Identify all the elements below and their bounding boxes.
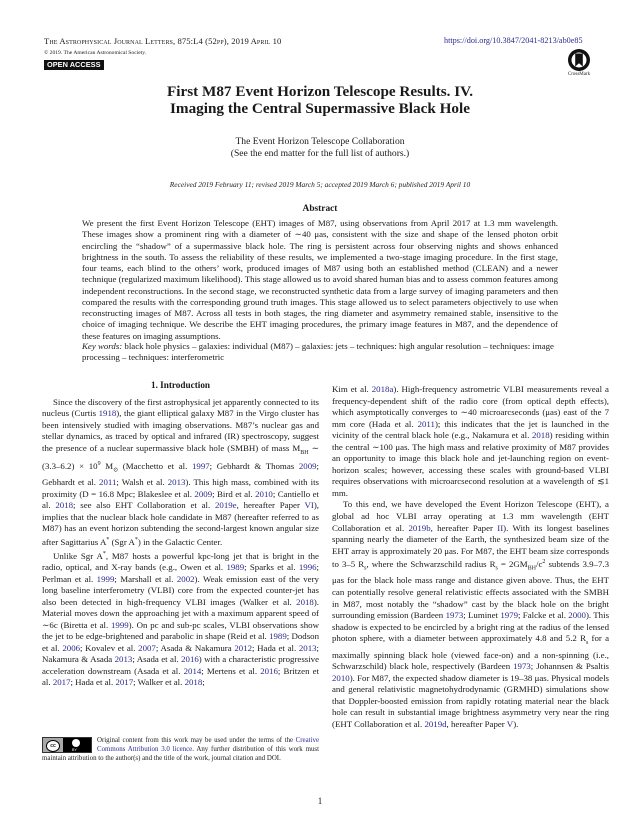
- text-run: ; Cantiello et al.: [42, 488, 320, 511]
- cc-by-badge[interactable]: [42, 737, 92, 753]
- subscript: BH: [300, 449, 309, 456]
- superscript: *: [106, 537, 110, 544]
- keywords: [82, 341, 558, 364]
- by-label: BY: [72, 748, 77, 752]
- journal-header: The Astrophysical Journal Letters, 875:L4 (52pp), 2019 April 10: [44, 36, 282, 46]
- text-run: , M87 hosts a powerful kpc-long jet that is bright in the radio, optical, and X-ray bands (e.g., Owen et al.: [42, 550, 319, 572]
- citation-link[interactable]: 2013: [114, 654, 133, 665]
- citation-link[interactable]: 2011: [417, 418, 435, 429]
- citation-link[interactable]: 1996: [298, 562, 317, 572]
- text-run: ; Mertens et al.: [201, 665, 261, 676]
- superscript: *: [134, 537, 138, 544]
- text-run: ∼ (3.3–6.2) × 10: [42, 442, 319, 471]
- text-run: = 2GM: [497, 559, 528, 570]
- text-run: (Sgr A: [109, 536, 135, 547]
- subscript: s: [364, 565, 367, 572]
- crossmark-button[interactable]: [562, 48, 596, 77]
- text-run: ) residing within the central ∼100 μas. The high mass and relative proximity of M87 provides an opportunity to image this black hole and jet-launching region on event-horizon scales; however, accessing these scales with ground-based VLBI requires observations with microarcsecond resolution at a wavelength of ≲1 mm.: [332, 430, 609, 498]
- citation-link[interactable]: 2012: [234, 642, 253, 653]
- title-line-2: Imaging the Central Supermassive Black Hole: [170, 100, 470, 117]
- text-run: ) with a characteristic progressive acceleration downstream (Asada et al.: [42, 654, 320, 676]
- citation-link[interactable]: 1997: [191, 460, 210, 471]
- citation-link[interactable]: 1999: [110, 619, 129, 630]
- text-run: (Macchetto et al.: [118, 460, 192, 471]
- citation-link[interactable]: 1979: [500, 610, 518, 621]
- superscript: *: [102, 550, 106, 557]
- paragraph: [42, 397, 319, 549]
- text-run: for a maximally spinning black hole (viewed face-on) and a non-spinning (i.e., Schwarzschild) black hole, respectively (Bardeen: [332, 633, 609, 672]
- citation-link[interactable]: 2013: [298, 642, 317, 653]
- citation-link[interactable]: 2018: [184, 677, 203, 688]
- text-run: ), the giant elliptical galaxy M87 in the Virgo cluster has been intensively studied with imaging observations. M87’s nuclear gas and stellar dynamics, as traced by optical and infrared (IR) spectroscopy, suggest the presence of a nuclear supermassive black hole (SMBH) of mass M: [42, 408, 319, 453]
- text-run: ). On pc and sub-pc scales, VLBI observations show the jet to be edge-brightened and parabolic in shape (Reid et al.: [42, 619, 319, 642]
- text-run: ; Asada et al.: [132, 654, 182, 665]
- text-run: ; Perlman et al.: [42, 562, 319, 584]
- text-run: ; Britzen et al.: [42, 665, 320, 688]
- paper-title: [0, 83, 640, 117]
- author-collaboration: The Event Horizon Telescope Collaboration: [235, 136, 405, 147]
- text-run: ; Walker et al.: [133, 677, 185, 688]
- right-paragraphs: [332, 384, 609, 730]
- text-run: Kim et al.: [332, 384, 372, 394]
- text-run: ; Falcke et al.: [518, 610, 569, 621]
- by-icon: [63, 738, 91, 752]
- subscript: BH: [527, 565, 536, 572]
- citation-link[interactable]: 2019d: [424, 718, 447, 729]
- text-run: ; Hada et al.: [252, 642, 299, 653]
- author-block: [0, 136, 640, 160]
- text-run: ; Asada & Nakamura: [155, 642, 235, 653]
- citation-link[interactable]: 2018: [55, 500, 74, 511]
- citation-link[interactable]: 1999: [96, 573, 115, 584]
- text-run: /c: [536, 559, 543, 570]
- license-text-after: . Any further distribution of this work must maintain attribution to the author(s) and the title of the work, journal citation and DOI.: [42, 746, 319, 763]
- text-run: ; Walsh et al.: [116, 477, 168, 488]
- cc-icon: cc: [46, 740, 60, 752]
- text-run: ; Johannsen & Psaltis: [530, 661, 609, 672]
- text-run: ; Bird et al.: [212, 488, 256, 499]
- citation-link[interactable]: 2011: [99, 477, 117, 488]
- subscript: s: [585, 639, 589, 646]
- citation-link[interactable]: VI: [304, 500, 314, 511]
- citation-link[interactable]: 1973: [445, 610, 464, 621]
- citation-link[interactable]: 1973: [513, 661, 531, 672]
- keywords-text: black hole physics – galaxies: individual (M87) – galaxies: jets – techniques: high angular resolution – techniques: image processing – techniques: interferometric: [82, 341, 554, 363]
- superscript: 2: [542, 559, 546, 566]
- citation-link[interactable]: 2018: [296, 596, 314, 607]
- abstract-text: We present the first Event Horizon Telescope (EHT) images of M87, using observations from April 2017 at 1.3 mm wavelength. These images show a prominent ring with a diameter of ∼40 μas, consistent with the size and shape of the lensed photon orbit encircling the “shadow” of a supermassive black hole. The ring is persistent across four observing nights and shows enhanced brightness in the south. To assess the reliability of these results, we implemented a two-stage imaging procedure. In the first stage, four teams, each blind to the others’ work, produced images of M87 using both an established method (CLEAN) and a newer technique (regularized maximum likelihood). This stage allowed us to avoid shared human bias and to assess common features among independent reconstructions. In the second stage, we reconstructed synthetic data from a large survey of imaging parameters and then compared the results with the corresponding ground truth images. This stage allowed us to select parameters objectively to use when reconstructing images of M87. Across all tests in both stages, the ring diameter and asymmetry remained stable, insensitive to the choice of imaging technique. We describe the EHT imaging procedures, the primary image features in M87, and the dependence of these features on imaging assumptions.: [82, 218, 558, 341]
- text-run: ). This shadow is expected to be encircled by a bright ring at the radius of the lensed photon sphere, with a diameter between approximately 4.8 and 5.2 R: [332, 610, 610, 644]
- citation-link[interactable]: 2019e: [214, 500, 237, 511]
- text-run: To this end, we have developed the Event Horizon Telescope (EHT), a global ad hoc VLBI array operating at 1.3 mm wavelength (EHT Collaboration et al.: [332, 499, 609, 533]
- citation-link[interactable]: 2016: [260, 665, 278, 676]
- text-run: ; Luminet: [463, 610, 501, 621]
- text-run: ).: [513, 718, 519, 729]
- copyright-line: © 2019. The American Astronomical Society.: [44, 50, 147, 56]
- citation-link[interactable]: V: [506, 718, 514, 729]
- right-column: [332, 384, 609, 730]
- left-paragraphs: [42, 397, 319, 689]
- page-number: 1: [317, 796, 323, 806]
- paragraph: [332, 499, 609, 730]
- license-link[interactable]: Creative Commons Attribution 3.0 licence: [97, 737, 319, 754]
- text-run: ); this indicates that the jet is launched in the vicinity of the central black hole (e.g., Nakamura et al.: [332, 418, 609, 441]
- subscript: ⊙: [113, 467, 119, 474]
- paragraph: [332, 384, 609, 499]
- open-access-badge: OPEN ACCESS: [44, 60, 104, 70]
- abstract-heading: Abstract: [302, 204, 338, 214]
- citation-link[interactable]: 1989: [226, 562, 245, 572]
- subscript: s: [495, 565, 498, 572]
- citation-link[interactable]: 1989: [269, 631, 287, 642]
- crossmark-icon: [567, 48, 591, 72]
- citation-link[interactable]: 1918: [98, 408, 117, 419]
- text-run: ; Dodson et al.: [42, 631, 320, 653]
- publication-dates: Received 2019 February 11; revised 2019 March 5; accepted 2019 March 6; published 2019 April 10: [169, 180, 471, 189]
- text-run: ; Nakamura & Asada: [42, 642, 319, 665]
- crossmark-label: CrossMark: [567, 72, 591, 77]
- citation-link[interactable]: 2007: [138, 642, 156, 653]
- citation-link[interactable]: 2014: [183, 665, 202, 676]
- text-run: Since the discovery of the first astrophysical jet apparently connected to its nucleus (Curtis: [42, 396, 319, 419]
- author-note: (See the end matter for the full list of authors.): [230, 148, 410, 159]
- citation-link[interactable]: 2013: [167, 477, 186, 488]
- text-run: ; Gebhardt et al.: [42, 460, 319, 488]
- section-heading-introduction: 1. Introduction: [150, 380, 211, 390]
- text-run: subtends 3.9–7.3 μas for the black hole mass range and distance given above. Thus, the EHT can potentially resolve general relativistic effects associated with the SMBH in M87, most notably the “shadow” cast by the black hole on the bright surrounding emission (Bardeen: [332, 559, 609, 621]
- citation-link[interactable]: 2017: [115, 677, 134, 688]
- text-run: , hereafter Paper: [236, 500, 305, 511]
- text-run: M: [100, 460, 114, 471]
- keywords-label: Key words:: [82, 341, 123, 351]
- text-run: ). With its longest baselines spanning nearly the diameter of the Earth, the synthesized beam size of the EHT array is approximately 20 μas. For M87, the EHT beam size corresponds to 3–5 R: [332, 522, 609, 570]
- text-run: ; Marshall et al.: [114, 573, 177, 584]
- citation-link[interactable]: 2019b: [408, 522, 431, 533]
- text-run: ). Material moves down the approaching jet with a maximum apparent speed of ∼6c (Biretta et al.: [42, 596, 319, 630]
- citation-link[interactable]: 2009: [194, 488, 213, 499]
- license-text-before: Original content from this work may be used under the terms of the: [97, 737, 296, 744]
- text-run: ; Hada et al.: [70, 677, 116, 688]
- text-run: ). High-frequency astrometric VLBI measurements reveal a frequency-dependent shift of the radio core (from optical depth effects), which asymptotically converges to ∼40 microarcseconds (μas) east of the 7 mm core (Hada et al.: [332, 384, 609, 429]
- license-footnote: [42, 736, 319, 763]
- citation-link[interactable]: 2018: [531, 430, 550, 441]
- superscript: 9: [97, 461, 101, 468]
- text-run: ; Kovalev et al.: [80, 642, 139, 653]
- text-run: , where the Schwarzschild radius R: [366, 559, 496, 570]
- citation-link[interactable]: 2006: [62, 642, 81, 653]
- citation-link[interactable]: 2000: [568, 610, 586, 621]
- title-line-1: First M87 Event Horizon Telescope Results. IV.: [167, 83, 473, 100]
- text-run: ). For M87, the expected shadow diameter is 19–38 μas. Physical models and general relativistic magnetohydrodynamic (GRMHD) simulations show that Doppler-boosted emission from rapidly rotating material near the black hole can result in substantial image brightness asymmetry very near the ring (EHT Collaboration et al.: [332, 672, 609, 729]
- citation-link[interactable]: 2009: [298, 460, 317, 471]
- text-run: ), implies that the nuclear black hole candidate in M87 (hereafter referred to as M87) has an event horizon subtending the second-largest known angular size after Sagittarius A: [42, 500, 319, 547]
- text-run: ). This high mass, combined with its proximity (D = 16.8 Mpc; Blakeslee et al.: [42, 477, 319, 499]
- paragraph: [42, 549, 319, 690]
- left-column: [42, 380, 319, 689]
- text-run: ; see also EHT Collaboration et al.: [73, 500, 215, 511]
- doi-link[interactable]: https://doi.org/10.3847/2041-8213/ab0e85: [444, 36, 583, 45]
- text-run: ;: [202, 677, 205, 688]
- citation-link[interactable]: 2016: [181, 654, 199, 665]
- text-run: ) in the Galactic Center.: [137, 536, 223, 547]
- text-run: Unlike Sgr A: [53, 550, 103, 561]
- text-run: ; Gebhardt & Thomas: [209, 460, 299, 471]
- citation-link[interactable]: 2017: [52, 677, 71, 688]
- text-run: ). Weak emission east of the very long baseline interferometry (VLBI) core from the expected counter-jet has also been detected in high-frequency VLBI images (Walker et al.: [42, 573, 319, 607]
- citation-link[interactable]: 2002: [176, 573, 195, 584]
- citation-link[interactable]: II: [497, 522, 504, 533]
- citation-link[interactable]: 2010: [332, 672, 350, 683]
- text-run: ; Sparks et al.: [244, 562, 299, 572]
- citation-link[interactable]: 2010: [255, 488, 273, 499]
- citation-link[interactable]: 2018a: [371, 384, 394, 394]
- text-run: , hereafter Paper: [446, 718, 507, 729]
- text-run: , hereafter Paper: [430, 522, 498, 533]
